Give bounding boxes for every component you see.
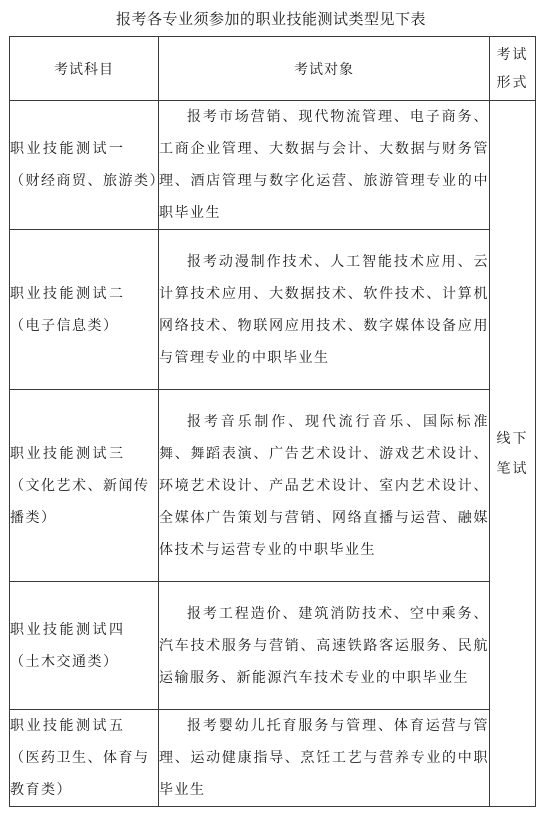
table-row	[10, 230, 536, 390]
subject-cell	[10, 101, 165, 230]
subject-category: （医药卫生、体育与教育类）	[10, 750, 150, 798]
exam-form-line1: 线下	[496, 430, 529, 447]
header-form	[490, 37, 536, 101]
subject-category: （文化艺术、新闻传播类）	[10, 477, 150, 526]
target-cell: 报考动漫制作技术、人工智能技术应用、云计算技术应用、大数据技术、软件技术、计算机网络技术、物联网应用技术、数字媒体设备应用与管理专业的中职毕业生	[159, 230, 490, 390]
subject-cell	[10, 710, 159, 807]
table-row	[10, 390, 536, 582]
table-header-row	[10, 37, 536, 101]
subject-cell	[10, 582, 159, 710]
subject-cell	[10, 390, 159, 582]
exam-form-line2: 笔试	[496, 460, 529, 477]
subject-category: （电子信息类）	[10, 317, 119, 334]
target-cell: 报考工程造价、建筑消防技术、空中乘务、汽车技术服务与营销、高速铁路客运服务、民航运输服务、新能源汽车技术专业的中职毕业生	[159, 582, 490, 710]
subject-name: 职业技能测试三	[10, 445, 126, 462]
header-target: 考试对象	[159, 37, 490, 101]
table-row	[10, 101, 536, 230]
document-title: 报考各专业须参加的职业技能测试类型见下表	[115, 10, 426, 28]
subject-name: 职业技能测试一	[10, 141, 126, 157]
header-form-line2: 形式	[496, 74, 529, 91]
subject-category: （财经商贸、旅游类）	[10, 173, 165, 189]
table-row	[10, 710, 536, 807]
header-subject: 考试科目	[10, 37, 159, 101]
header-form-line1: 考试	[496, 46, 529, 63]
subject-category: （土木交通类）	[10, 653, 119, 670]
subject-name: 职业技能测试五	[10, 718, 126, 734]
subject-cell	[10, 230, 159, 390]
subject-name: 职业技能测试四	[10, 621, 126, 638]
target-cell: 报考音乐制作、现代流行音乐、国际标准舞、舞蹈表演、广告艺术设计、游戏艺术设计、环境艺术设计、产品艺术设计、室内艺术设计、全媒体广告策划与营销、网络直播与运营、融媒体技术与运营专业的中职毕业生	[159, 390, 490, 582]
subject-name: 职业技能测试二	[10, 285, 126, 302]
exam-form-cell	[490, 101, 536, 807]
target-cell: 报考婴幼儿托育服务与管理、体育运营与管理、运动健康指导、烹饪工艺与营养专业的中职毕业生	[159, 710, 490, 807]
exam-type-table	[9, 36, 536, 807]
table-row	[10, 582, 536, 710]
target-cell: 报考市场营销、现代物流管理、电子商务、工商企业管理、大数据与会计、大数据与财务管理、酒店管理与数字化运营、旅游管理专业的中职毕业生	[159, 101, 490, 230]
